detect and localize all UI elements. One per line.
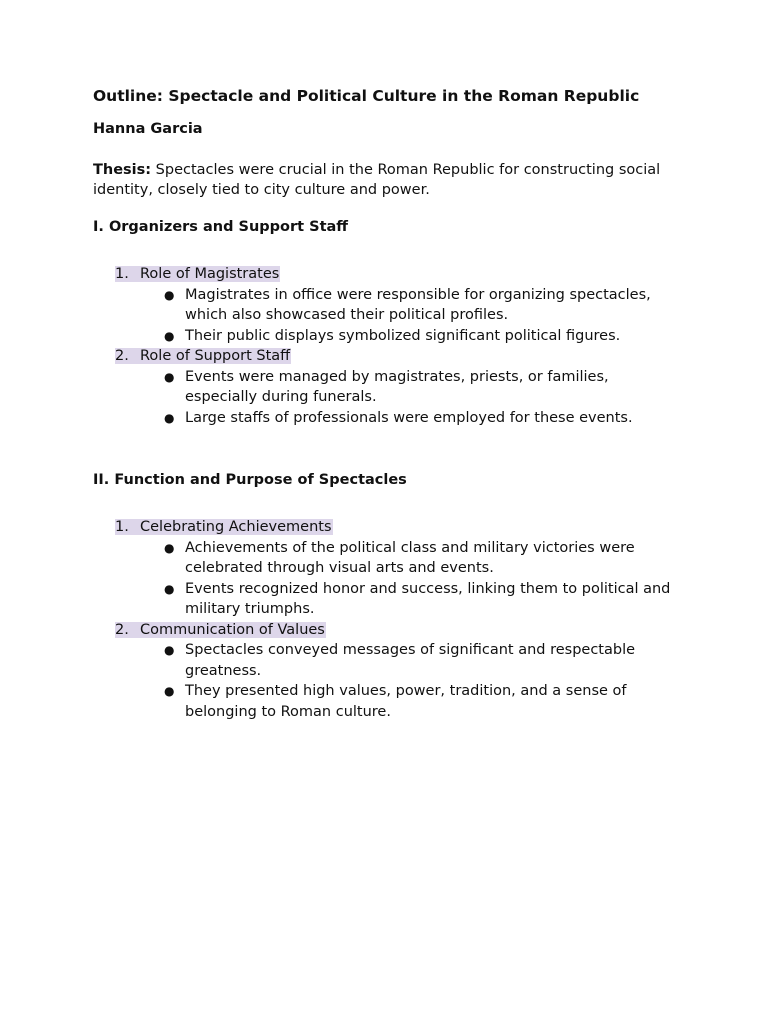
bullet-list [115,285,715,347]
subsection-number: 1. [115,266,129,282]
bullet-icon: ● [164,287,175,302]
subsection-number: 2. [115,621,129,638]
bullet-icon: ● [164,684,175,698]
bullet-list [115,538,715,620]
bullet-icon: ● [164,643,175,657]
list-item [115,367,685,408]
subsection-label: Communication of Values [140,621,325,638]
list-item-text: Spectacles conveyed messages of significant and respectable greatness. [185,642,636,679]
list-item [115,681,685,722]
subsection-title [115,517,715,538]
list-item [115,326,685,347]
list-item-text: Achievements of the political class and military victories were celebrated through visual arts and events. [185,539,635,576]
list-item [115,640,685,681]
bullet-icon: ● [164,369,175,384]
subsection-title [115,620,715,641]
document-title: Outline: Spectacle and Political Culture in the Roman Republic [93,87,640,105]
subsection-label: Role of Support Staff [140,348,291,364]
subsection-label: Celebrating Achievements [140,519,332,535]
bullet-icon: ● [164,410,175,425]
bullet-list [115,367,715,429]
list-item-text: Magistrates in office were responsible for organizing spectacles, which also showcased their political profiles. [185,286,651,323]
section-2-list [115,517,715,722]
subsection-label: Role of Magistrates [140,266,280,282]
list-item-text: Large staffs of professionals were employed for these events. [185,409,633,426]
bullet-icon: ● [164,328,175,343]
section-heading-1: I. Organizers and Support Staff [93,219,349,235]
author-name: Hanna Garcia [93,121,203,137]
subsection-number: 2. [115,348,129,364]
list-item-text: Events recognized honor and success, linking them to political and military triumphs. [185,580,671,617]
thesis-paragraph [93,160,683,200]
subsection-title [115,346,715,367]
subsection-number: 1. [115,519,129,535]
bullet-icon: ● [164,581,175,596]
list-item [115,538,685,579]
list-item-text: Events were managed by magistrates, priests, or families, especially during funerals. [185,368,609,405]
list-item [115,285,685,326]
thesis-label: Thesis: [93,162,152,178]
list-item [115,579,685,620]
section-1-list [115,264,715,428]
list-item-text: They presented high values, power, tradition, and a sense of belonging to Roman culture. [185,683,627,720]
list-item-text: Their public displays symbolized significant political figures. [185,327,621,344]
bullet-list [115,640,715,722]
list-item [115,408,685,429]
bullet-icon: ● [164,540,175,555]
subsection-title [115,264,715,285]
section-heading-2: II. Function and Purpose of Spectacles [93,472,407,488]
thesis-text: Spectacles were crucial in the Roman Republic for constructing social identity, closely tied to city culture and power. [93,162,661,198]
